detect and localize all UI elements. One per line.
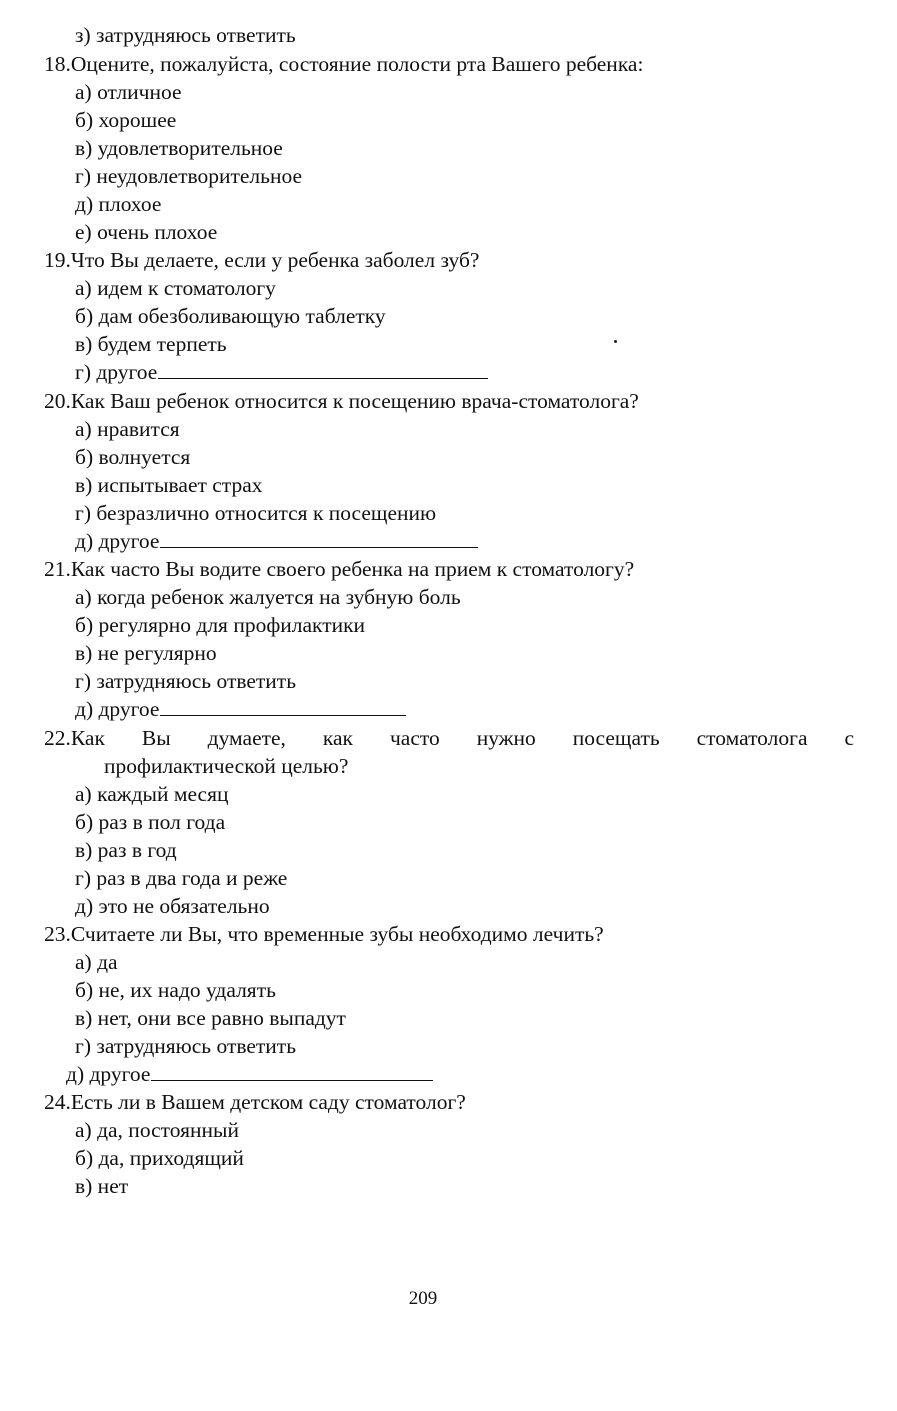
q18-option-g: г) неудовлетворительное [75,164,303,188]
q21-option-d: д) другое [75,697,160,721]
q18-option-b: б) хорошее [75,108,177,132]
q23-option-g: г) затрудняюсь ответить [75,1034,297,1058]
q20-option-g: г) безразлично относится к посещению [75,501,437,525]
q21-answer-blank[interactable] [160,697,406,716]
q19-option-v: в) будем терпеть [75,332,227,356]
q20-answer-blank[interactable] [160,529,478,548]
scan-speck [614,340,617,343]
q19-option-g-row [75,358,488,386]
q22-word: посещать [572,726,660,750]
q19-option-a: а) идем к стоматологу [75,276,276,300]
page-number: 209 [408,1288,438,1309]
q23-option-b: б) не, их надо удалять [75,978,276,1002]
q20-question: 20.Как Ваш ребенок относится к посещению врача-стоматолога? [44,389,639,413]
q22-question-continuation: профилактической целью? [104,754,349,778]
q23-option-v: в) нет, они все равно выпадут [75,1006,346,1030]
q24-option-b: б) да, приходящий [75,1146,244,1170]
q18-option-e: е) очень плохое [75,220,218,244]
q22-option-a: а) каждый месяц [75,782,229,806]
q22-word: как [322,726,353,750]
q23-question: 23.Считаете ли Вы, что временные зубы необходимо лечить? [44,922,604,946]
q23-option-d: д) другое [66,1062,151,1086]
q22-option-g: г) раз в два года и реже [75,866,288,890]
q24-option-a: а) да, постоянный [75,1118,239,1142]
q18-question: 18.Оцените, пожалуйста, состояние полости рта Вашего ребенка: [44,52,644,76]
q20-option-v: в) испытывает страх [75,473,263,497]
q22-word: стоматолога [696,726,808,750]
q18-option-a: а) отличное [75,80,182,104]
q21-option-a: а) когда ребенок жалуется на зубную боль [75,585,461,609]
q21-option-v: в) не регулярно [75,641,217,665]
q22-word: 22.Как [44,726,105,750]
q19-option-g: г) другое [75,360,158,384]
q17-option-z: з) затрудняюсь ответить [75,23,296,47]
q23-answer-blank[interactable] [151,1062,433,1081]
q19-question: 19.Что Вы делаете, если у ребенка заболел зуб? [44,248,480,272]
q20-option-a: а) нравится [75,417,180,441]
q21-option-g: г) затрудняюсь ответить [75,669,297,693]
q20-option-b: б) волнуется [75,445,191,469]
q22-question [44,724,854,752]
q23-option-a: а) да [75,950,118,974]
q22-option-v: в) раз в год [75,838,177,862]
q24-option-v: в) нет [75,1174,129,1198]
q22-word: нужно [476,726,536,750]
q18-option-d: д) плохое [75,192,162,216]
q22-word: думаете, [207,726,286,750]
q19-option-b: б) дам обезболивающую таблетку [75,304,386,328]
q22-word: Вы [141,726,171,750]
q21-option-b: б) регулярно для профилактики [75,613,366,637]
q22-option-d: д) это не обязательно [75,894,270,918]
q18-option-v: в) удовлетворительное [75,136,283,160]
q20-option-d-row [75,527,478,555]
q20-option-d: д) другое [75,529,160,553]
q24-question: 24.Есть ли в Вашем детском саду стоматолог? [44,1090,466,1114]
q22-option-b: б) раз в пол года [75,810,226,834]
q22-word: с [844,726,854,750]
q23-option-d-row [66,1060,433,1088]
q21-option-d-row [75,695,406,723]
q22-word: часто [389,726,440,750]
q21-question: 21.Как часто Вы водите своего ребенка на прием к стоматологу? [44,557,635,581]
q19-answer-blank[interactable] [158,360,488,379]
